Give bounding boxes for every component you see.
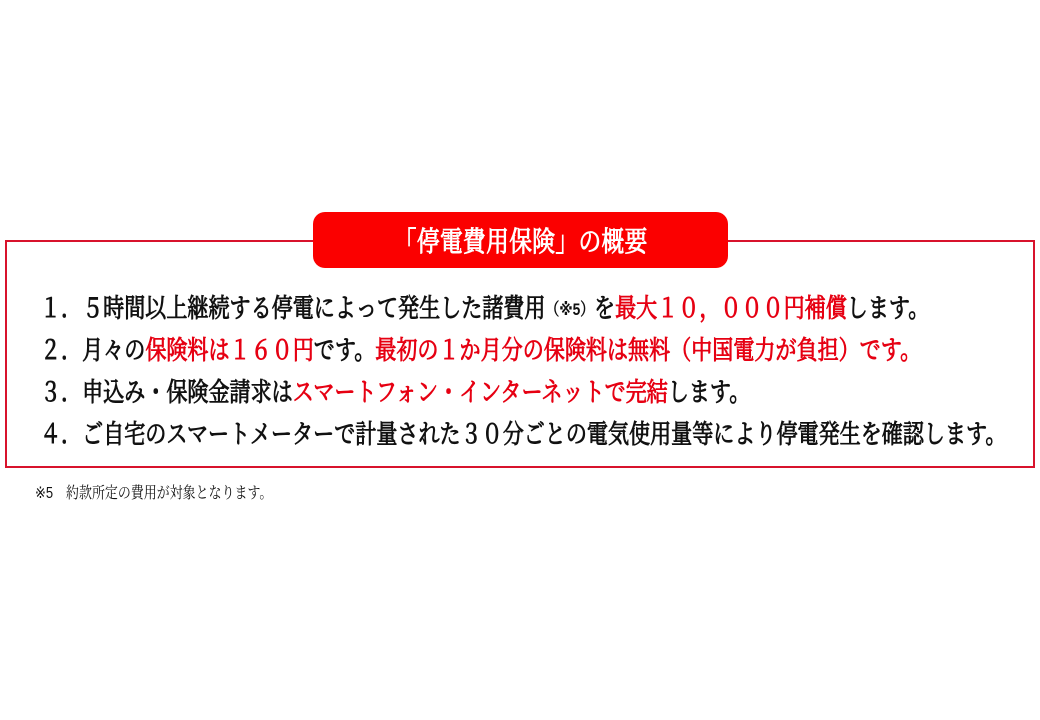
text-segment: スマートフォン・インターネットで完結: [292, 377, 668, 407]
point-4: [40, 420, 1006, 448]
text-segment: （※5）: [545, 300, 595, 319]
text-segment: 保険料は１６０円: [145, 335, 314, 365]
section-title-box: [313, 212, 728, 268]
footnote: [35, 480, 272, 503]
overview-panel: [5, 240, 1035, 468]
text-segment: １．５時間以上継続する停電によって発生した諸費用: [40, 293, 546, 323]
text-segment: ３．申込み・保険金請求は: [40, 377, 293, 407]
footnote-text: ※5 約款所定の費用が対象となります。: [35, 485, 273, 502]
text-segment: を: [594, 293, 616, 323]
text-segment: します。: [846, 293, 930, 323]
point-1: [40, 294, 929, 322]
point-2: [40, 336, 921, 364]
point-3: [40, 378, 750, 406]
text-segment: します。: [667, 377, 751, 407]
text-segment: です。: [313, 335, 376, 365]
text-segment: ２．月々の: [40, 335, 146, 365]
text-segment: 最初の１か月分の保険料は無料（中国電力が負担）です。: [375, 335, 922, 365]
text-segment: ４．ご自宅のスマートメーターで計量された３０分ごとの電気使用量等により停電発生を確認します。: [40, 419, 1007, 449]
text-segment: 最大１０，０００円補償: [615, 293, 847, 323]
section-title: 「停電費用保険」の概要: [393, 226, 648, 257]
